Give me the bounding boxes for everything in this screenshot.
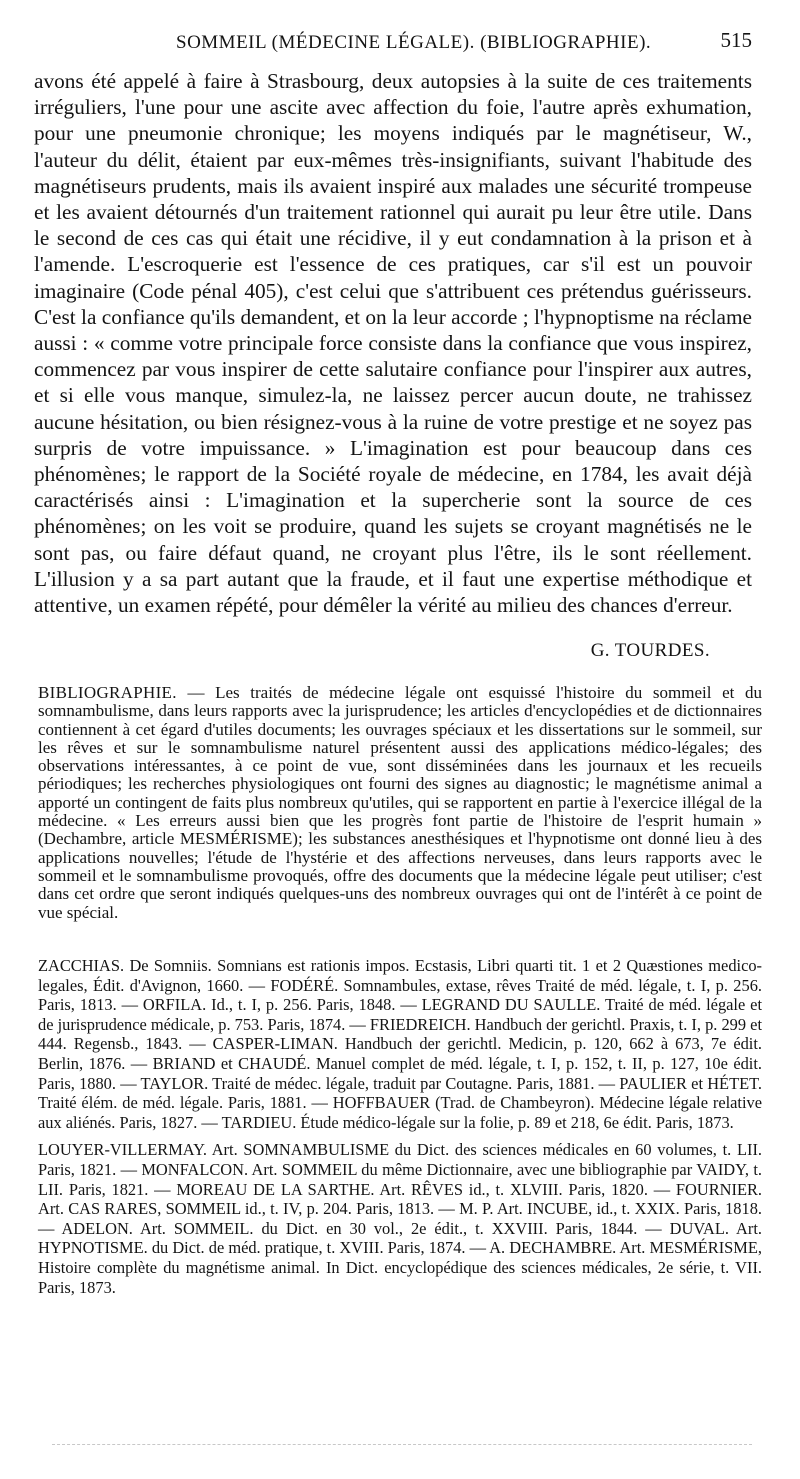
footer-rule: [52, 1444, 752, 1445]
page-header: [36, 28, 764, 58]
bibliography-text: — Les traités de médecine légale ont esquissé l'histoire du sommeil et du somnambulisme, dans leurs rapports avec la jurisprudence; les articles d'encyclopédies et de dictionnaires contiennent à cet égard d'utiles documents; les ouvrages spéciaux et les dissertations sur le sommeil, sur les rêves et sur le somnambulisme naturel présentent aussi des applications médico-légales; des observations intéressantes, à ce point de vue, sont disséminées dans les journaux et les recueils périodiques; les recherches physiologiques ont fourni des signes au diagnostic; le magnétisme animal a apporté un contingent de faits plus nombreux qu'utiles, qui se rapportent en partie à l'exercice illégal de la médecine. « Les erreurs aussi bien que les progrès font partie de l'histoire de l'esprit humain » (Dechambre, article MESMÉRISME); les substances anesthésiques et l'hypnotisme ont donné lieu à des applications nouvelles; l'étude de l'hystérie et des affections nerveuses, dans leurs rapports avec le sommeil et le somnambulisme provoqués, offre des documents que la médecine légale peut utiliser; c'est dans cet ordre que seront indiqués quelques-uns des nombreux ouvrages qui ont de l'intérêt à ce point de vue spécial.: [38, 683, 763, 922]
running-head: SOMMEIL (MÉDECINE LÉGALE). (BIBLIOGRAPHIE).: [176, 32, 652, 53]
main-paragraph: avons été appelé à faire à Strasbourg, deux autopsies à la suite de ces traitements irréguliers, l'une pour une ascite avec affection du foie, l'autre après exhumation, pour une pneumonie chronique; les moyens indiqués par le magnétiseur, W., l'auteur du délit, étaient par eux-mêmes très-insignifiants, suivant l'habitude des magnétiseurs prudents, mais ils avaient inspiré aux malades une sécurité trompeuse et les avaient détournés d'un traitement rationnel qui aurait pu leur être utile. Dans le second de ces cas qui était une récidive, il y eut condamnation à la prison et à l'amende. L'escroquerie est l'essence de ces pratiques, car s'il est un pouvoir imaginaire (Code pénal 405), c'est celui que s'attribuent ces prétendus guérisseurs. C'est la confiance qu'ils demandent, et on la leur accorde ; l'hypnoptisme na réclame aussi : « comme votre principale force consiste dans la confiance que vous inspirez, commencez par vous inspirer de cette salutaire confiance pour l'inspirer aux autres, et si elle vous manque, simulez-la, ne laissez percer aucun doute, ne trahissez aucune hésitation, ou bien résignez-vous à la ruine de votre prestige et ne soyez pas surpris de votre impuissance. » L'imagination est pour beaucoup dans ces phénomènes; le rapport de la Société royale de médecine, en 1784, les avait déjà caractérisés ainsi : L'imagination et la supercherie sont la source de ces phénomènes; on les voit se produire, quand les sujets se croyant magnétisés ne le sont pas, ou faire défaut quand, ne croyant plus l'être, ils le sont réellement. L'illusion y a sa part autant que la fraude, et il faut une expertise méthodique et attentive, un examen répété, pour démêler la vérité au milieu des chances d'erreur.: [34, 69, 752, 618]
reference-list: [38, 956, 762, 1305]
bibliography-paragraph: [38, 684, 762, 922]
bibliography-label: BIBLIOGRAPHIE.: [38, 683, 177, 702]
reference-paragraph: LOUYER-VILLERMAY. Art. SOMNAMBULISME du Dict. des sciences médicales en 60 volumes, t. LII. Paris, 1821. — MONFALCON. Art. SOMMEIL du même Dictionnaire, avec une bibliographie par VAIDY, t. LII. Paris, 1821. — MOREAU DE LA SARTHE. Art. RÊVES id., t. XLVIII. Paris, 1820. — FOURNIER. Art. CAS RARES, SOMMEIL id., t. IV, p. 204. Paris, 1813. — M. P. Art. INCUBE, id., t. XXIX. Paris, 1818. — ADELON. Art. SOMMEIL. du Dict. en 30 vol., 2e édit., t. XXVIII. Paris, 1844. — DUVAL. Art. HYPNOTISME. du Dict. de méd. pratique, t. XVIII. Paris, 1874. — A. DECHAMBRE. Art. MESMÉRISME, Histoire complète du magnétisme animal. In Dict. encyclopédique des sciences médicales, 2e série, t. VII. Paris, 1873.: [38, 1140, 762, 1297]
reference-paragraph: ZACCHIAS. De Somniis. Somnians est rationis impos. Ecstasis, Libri quarti tit. 1 et 2 Quæstiones medico-legales, Édit. d'Avignon, 1660. — FODÉRÉ. Somnambules, extase, rêves Traité de méd. légale, t. I, p. 256. Paris, 1813. — ORFILA. Id., t. I, p. 256. Paris, 1848. — LEGRAND DU SAULLE. Traité de méd. légale et de jurisprudence médicale, p. 753. Paris, 1874. — FRIEDREICH. Handbuch der gerichtl. Praxis, t. I, p. 299 et 444. Regensb., 1843. — CASPER-LIMAN. Handbuch der gerichtl. Medicin, p. 120, 662 à 673, 7e édit. Berlin, 1876. — BRIAND et CHAUDÉ. Manuel complet de méd. légale, t. I, p. 152, t. II, p. 127, 10e édit. Paris, 1880. — TAYLOR. Traité de médec. légale, traduit par Coutagne. Paris, 1881. — PAULIER et HÉTET. Traité élém. de méd. légale. Paris, 1881. — HOFFBAUER (Trad. de Chambeyron). Médecine légale relative aux aliénés. Paris, 1827. — TARDIEU. Étude médico-légale sur la folie, p. 89 et 218, 6e édit. Paris, 1873.: [38, 956, 762, 1132]
page-number: 515: [720, 28, 752, 52]
author-signature: G. TOURDES.: [590, 640, 710, 661]
